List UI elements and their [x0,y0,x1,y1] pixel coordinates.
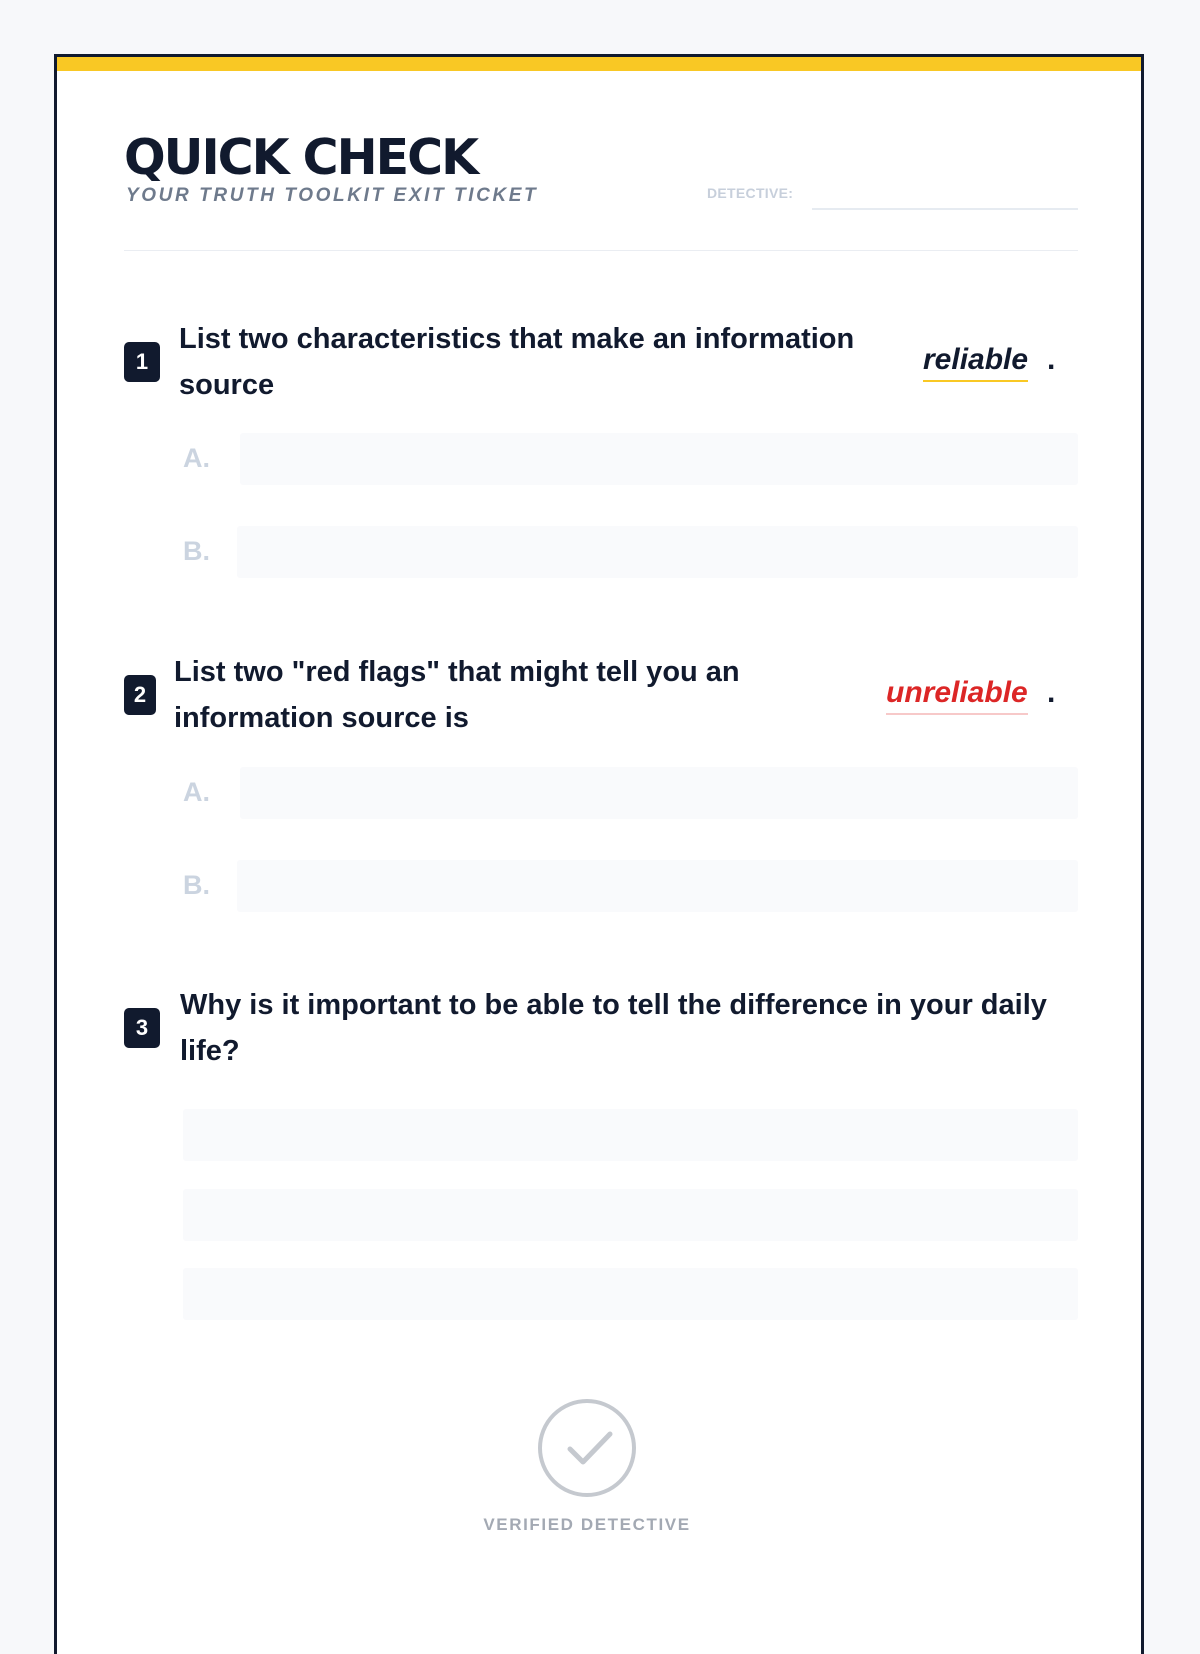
question-3-answer-line-3[interactable] [183,1268,1078,1320]
page-title: QUICK CHECK [124,129,478,186]
question-3-number-badge: 3 [124,1008,160,1048]
question-1-answer-b-label: B. [183,536,210,566]
page-subtitle: YOUR TRUTH TOOLKIT EXIT TICKET [126,185,539,206]
question-2-answer-b-field[interactable] [237,860,1078,912]
question-2-period: . [1047,676,1056,709]
question-2-keyword: unreliable [886,673,1028,715]
question-1-text: List two characteristics that make an information source [179,323,855,401]
question-2-answer-a-label: A. [183,777,210,807]
accent-top-bar [57,57,1141,71]
question-1-number-badge: 1 [124,342,160,382]
question-1-answer-b-field[interactable] [237,526,1078,578]
detective-label: DETECTIVE: [707,185,794,201]
question-1-period: . [1047,343,1056,376]
detective-name-field[interactable] [812,208,1078,210]
question-1-keyword: reliable [923,340,1028,382]
question-1-answer-a-label: A. [183,443,210,473]
exit-ticket-card [54,54,1144,1654]
check-circle-icon [566,1428,614,1468]
question-2-text: List two "red flags" that might tell you an information source is [174,656,740,734]
verified-seal [538,1399,636,1497]
question-3-answer-line-2[interactable] [183,1189,1078,1241]
question-1-answer-a-field[interactable] [240,433,1078,485]
question-3-answer-line-1[interactable] [183,1109,1078,1161]
header-divider [124,250,1078,251]
question-2-answer-b-label: B. [183,870,210,900]
question-2-answer-a-field[interactable] [240,767,1078,819]
question-3-text: Why is it important to be able to tell the difference in your daily life? [180,989,1047,1067]
question-2-number-badge: 2 [124,675,156,715]
seal-label: VERIFIED DETECTIVE [483,1515,691,1534]
